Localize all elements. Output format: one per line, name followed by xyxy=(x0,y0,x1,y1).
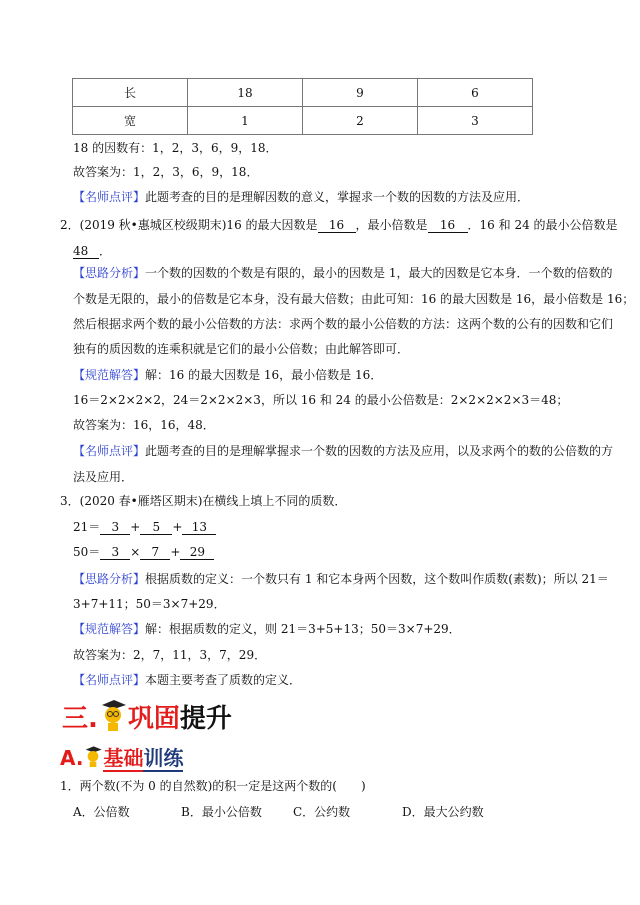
comment-text: 此题考查的目的是理解因数的意义，掌握求一个数的因数的方法及应用． xyxy=(145,190,530,204)
solution-tag: 【规范解答】 xyxy=(73,368,146,382)
answer-blank: 16 xyxy=(318,218,356,233)
text: + xyxy=(172,520,183,534)
text: 一个数的因数的个数是有限的，最小的因数是 1，最大的因数是它本身．一个数的倍数的 xyxy=(145,266,613,280)
answer-blank: 7 xyxy=(140,545,170,560)
text-line: 然后根据求两个数的最小公倍数的方法：求两个数的最小公倍数的方法：这两个数的公有的因数和它们 xyxy=(73,317,614,331)
text-line: 故答案为：2，7，11，3，7，29． xyxy=(73,648,267,662)
subsection-title-navy: 训练 xyxy=(143,746,184,770)
option-c: C．公约数 xyxy=(293,805,351,819)
question-4-stem xyxy=(60,778,366,794)
question-number: 2． xyxy=(60,218,80,232)
text: 此题考查的目的是理解掌握求一个数的因数的方法及应用，以及求两个的数的公倍数的方 xyxy=(145,444,614,458)
text: × xyxy=(130,545,141,559)
text: 解：16 的最大因数是 16，最小倍数是 16． xyxy=(145,368,383,382)
table-cell: 6 xyxy=(418,79,533,107)
answer-blank: 3 xyxy=(100,545,130,560)
question-2-stem xyxy=(60,217,618,233)
text: (2020 春•雁塔区期末)在横线上填上不同的质数． xyxy=(79,494,347,508)
text: 50＝ xyxy=(73,545,101,559)
text: (2019 秋•惠城区校级期末)16 的最大因数是 xyxy=(79,218,318,232)
text-line xyxy=(73,243,111,259)
option-a: A．公倍数 xyxy=(73,805,130,819)
text: ，最小倍数是 xyxy=(355,218,428,232)
subsection-title-red: 基础 xyxy=(103,746,144,770)
text-line: 独有的质因数的连乘积就是它们的最小公倍数；由此解答即可． xyxy=(73,342,410,356)
subsection-prefix: A. xyxy=(60,746,84,770)
table-cell: 2 xyxy=(303,107,418,135)
table-cell: 长 xyxy=(73,79,188,107)
text: 21＝ xyxy=(73,520,101,534)
answer-blank: 3 xyxy=(100,520,130,535)
text-line: 故答案为：16，16，48． xyxy=(73,418,215,432)
answer-blank: 29 xyxy=(180,545,214,560)
factor-table xyxy=(72,78,533,135)
text-line: 法及应用． xyxy=(73,470,134,484)
solution-line xyxy=(73,621,461,637)
section-prefix: 三. xyxy=(62,704,98,734)
section-title-red: 巩固 xyxy=(127,704,180,734)
question-number: 1． xyxy=(60,779,80,793)
table-cell: 1 xyxy=(188,107,303,135)
text-line: 个数是无限的，最小的倍数是它本身，没有最大倍数；由此可知：16 的最大因数是 16，最小倍数是 16； xyxy=(73,292,635,306)
text: 根据质数的定义：一个数只有 1 和它本身两个因数，这个数叫作质数(素数)；所以 21＝ xyxy=(145,572,609,586)
comment-tag: 【名师点评】 xyxy=(73,190,146,204)
comment-line xyxy=(73,189,529,205)
table-cell: 9 xyxy=(303,79,418,107)
comment-line xyxy=(73,443,613,459)
answer-blank: 13 xyxy=(182,520,216,535)
analysis-line xyxy=(73,571,609,587)
question-3-stem xyxy=(60,493,346,509)
text: ． xyxy=(99,244,112,258)
equation-2 xyxy=(73,544,214,560)
answer-blank: 48 xyxy=(73,244,99,259)
comment-line xyxy=(73,672,301,688)
subsection-heading xyxy=(60,742,183,774)
section-heading xyxy=(62,698,232,740)
text-line: 16＝2×2×2×2，24＝2×2×2×3，所以 16 和 24 的最小公倍数是：2×2×2×2×3＝48； xyxy=(73,393,569,407)
text: + xyxy=(130,520,141,534)
option-b: B．最小公倍数 xyxy=(181,805,262,819)
graduate-mascot-icon xyxy=(98,699,128,740)
answer-blank: 16 xyxy=(428,218,468,233)
table-row xyxy=(73,107,533,135)
text: ．16 和 24 的最小公倍数是 xyxy=(467,218,618,232)
text: 解：根据质数的定义，则 21＝3+5+13；50＝3×7+29． xyxy=(145,622,461,636)
text: 两个数(不为 0 的自然数)的积一定是这两个数的( ) xyxy=(79,779,366,793)
text: 本题主要考查了质数的定义． xyxy=(145,673,302,687)
table-cell: 18 xyxy=(188,79,303,107)
solution-tag: 【规范解答】 xyxy=(73,622,146,636)
text-line: 故答案为：1，2，3，6，9，18． xyxy=(73,165,259,179)
equation-1 xyxy=(73,519,216,535)
graduate-mascot-icon xyxy=(83,745,103,774)
answer-blank: 5 xyxy=(140,520,172,535)
solution-line xyxy=(73,367,382,383)
question-number: 3． xyxy=(60,494,80,508)
analysis-tag: 【思路分析】 xyxy=(73,266,146,280)
text-line: 3+7+11；50＝3×7+29． xyxy=(73,597,226,611)
table-cell: 3 xyxy=(418,107,533,135)
table-cell: 宽 xyxy=(73,107,188,135)
comment-tag: 【名师点评】 xyxy=(73,444,146,458)
analysis-tag: 【思路分析】 xyxy=(73,572,146,586)
comment-tag: 【名师点评】 xyxy=(73,673,146,687)
text-line: 18 的因数有：1，2，3，6，9，18． xyxy=(73,141,278,155)
text: + xyxy=(170,545,181,559)
table-row xyxy=(73,79,533,107)
analysis-line xyxy=(73,265,612,281)
option-d: D．最大公约数 xyxy=(402,805,484,819)
section-title-black: 提升 xyxy=(179,704,232,734)
